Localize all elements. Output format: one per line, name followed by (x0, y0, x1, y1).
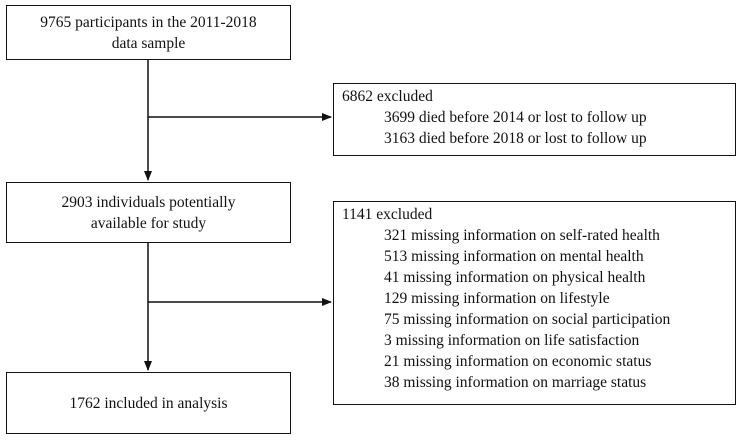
intermediate-line-1: 2903 individuals potentially (61, 193, 236, 211)
exclusion-2-item: 75 missing information on social participation (384, 311, 671, 328)
initial-line-2: data sample (111, 34, 186, 52)
exclusion-1-list (342, 107, 727, 149)
exclusion-2-item: 38 missing information on marriage status (384, 374, 647, 391)
exclusion-2-item: 21 missing information on economic status (384, 353, 652, 370)
box-exclusion-2 (333, 201, 736, 405)
exclusion-2-item: 3 missing information on life satisfaction (384, 332, 640, 349)
exclusion-1-heading: 6862 excluded (342, 88, 433, 105)
exclusion-2-item: 41 missing information on physical health (384, 269, 646, 286)
box-final-analysis (6, 372, 291, 434)
exclusion-2-heading: 1141 excluded (342, 206, 433, 223)
box-initial-sample (6, 5, 291, 60)
exclusion-2-item: 129 missing information on lifestyle (384, 290, 610, 307)
exclusion-1-item: 3699 died before 2014 or lost to follow up (384, 109, 647, 126)
exclusion-1-item: 3163 died before 2018 or lost to follow up (384, 130, 647, 147)
exclusion-2-item: 513 missing information on mental health (384, 248, 644, 265)
final-line-1: 1762 included in analysis (69, 394, 228, 412)
box-intermediate (6, 182, 291, 243)
exclusion-2-list (342, 225, 727, 393)
initial-line-1: 9765 participants in the 2011-2018 (40, 13, 257, 31)
box-exclusion-1 (333, 83, 736, 156)
exclusion-2-item: 321 missing information on self-rated health (384, 227, 660, 244)
intermediate-line-2: available for study (90, 214, 207, 232)
